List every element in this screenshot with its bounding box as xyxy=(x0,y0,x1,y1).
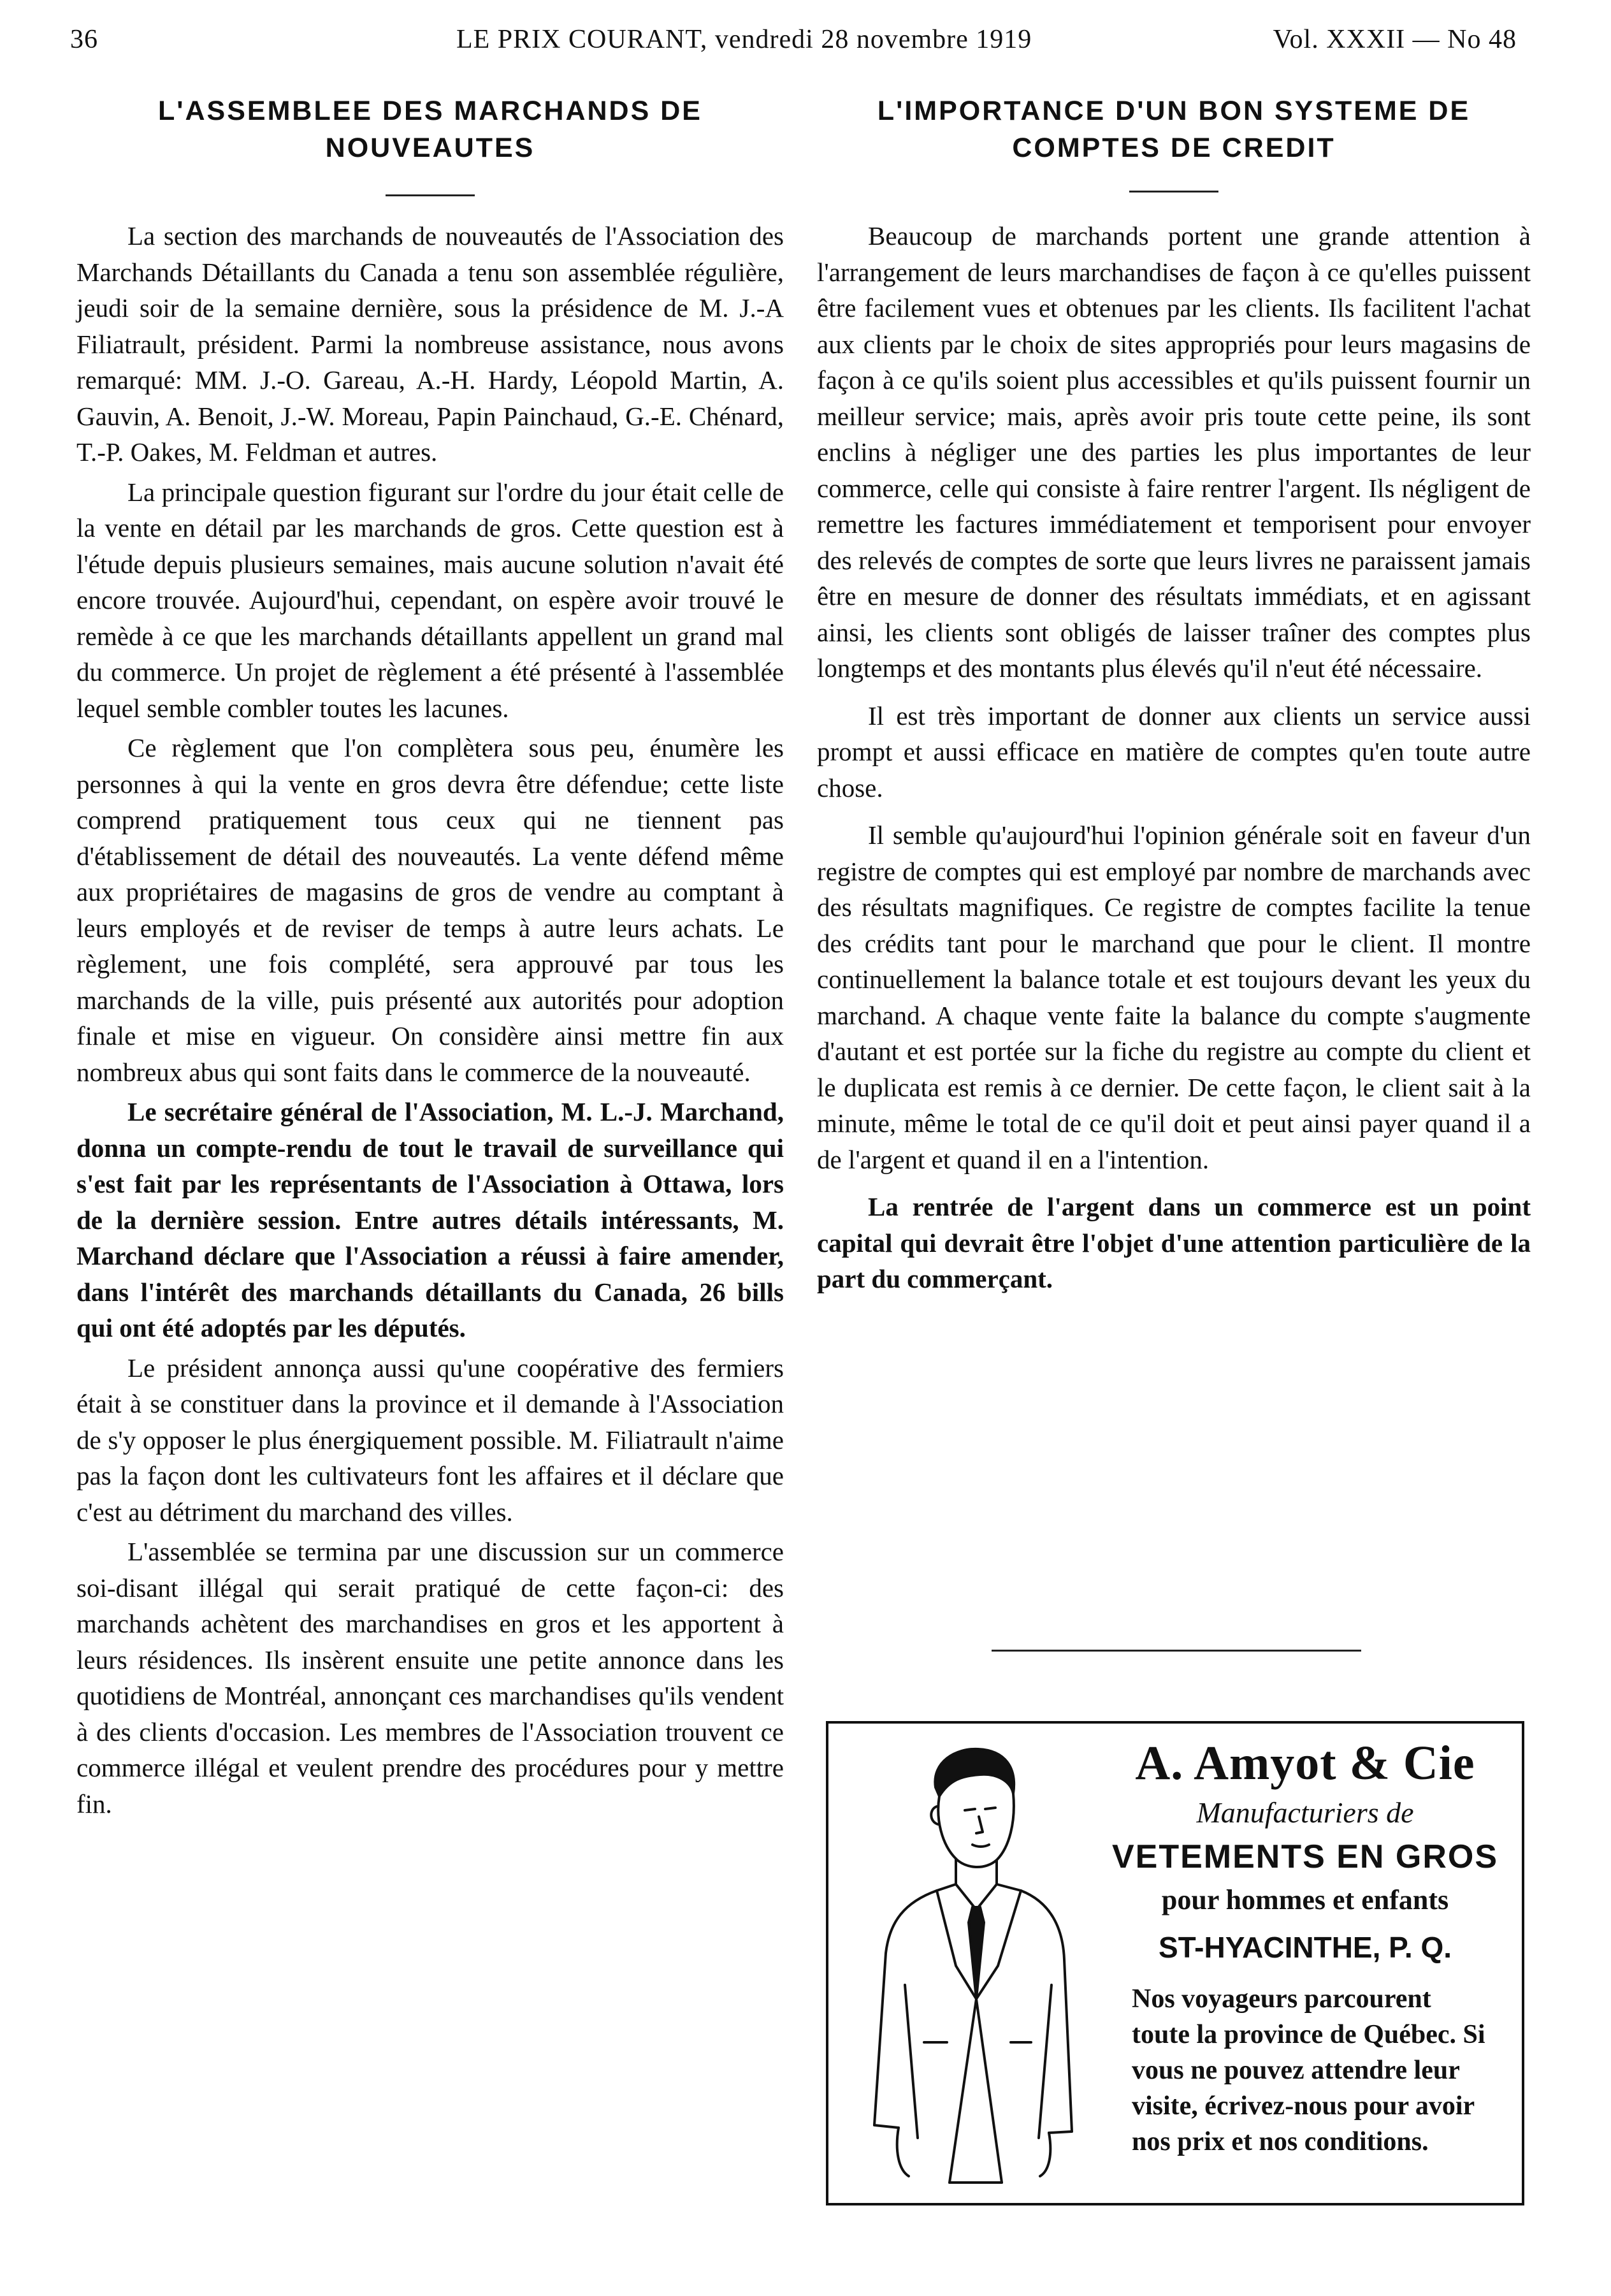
page-number: 36 xyxy=(70,25,98,54)
advertisement-text xyxy=(1109,1734,1501,2160)
paragraph: Il semble qu'aujourd'hui l'opinion générale soit en faveur d'un registre de comptes qui est employé par nombre de marchands avec des résultats magnifiques. Ce registre de comptes facilite la tenue des crédits tant pour le marchand que pour le client. Il montre continuellement la balance totale et est toujours devant les yeux du marchand. A chaque vente faite la balance du compte s'augmente d'autant et est portée sur la fiche du registre au compte du client et le duplicata est remis à ce dernier. De cette façon, le client sait à la minute, même le total de ce qu'il doit et peut ainsi payer quand il a de l'argent et quand il en a l'intention. xyxy=(817,820,1531,1174)
paragraph: Le secrétaire général de l'Association, M. L.-J. Marchand, donna un compte-rendu de tout le travail de surveillance qui s'est fait par les représentants de l'Association à Ottawa, lors de la dernière session. Entre autres détails intéressants, M. Marchand déclare que l'Association a réussi à faire amender, dans l'intérêt des marchands détaillants du Canada, 26 bills qui ont été adoptés par les députés. xyxy=(76,1097,784,1342)
left-article-title-line1: L'ASSEMBLEE DES MARCHANDS DE xyxy=(158,96,702,126)
right-article xyxy=(817,92,1531,1297)
company-subtitle: Manufacturiers de xyxy=(1196,1796,1414,1829)
title-divider xyxy=(1129,191,1218,193)
left-article-title xyxy=(76,92,784,166)
publication-title: LE PRIX COURANT, vendredi 28 novembre 1919 xyxy=(456,25,1032,54)
right-article-title-line1: L'IMPORTANCE D'UN BON SYSTEME DE xyxy=(877,96,1471,126)
title-divider xyxy=(386,194,475,196)
paragraph: La section des marchands de nouveautés de l'Association des Marchands Détaillants du Canada a tenu son assemblée régulière, jeudi soir de la semaine dernière, sous la présidence de M. J.-A Filiatrault, président. Parmi la nombreuse assistance, nous avons remarqué: MM. J.-O. Gareau, A.-H. Hardy, Léopold Martin, A. Gauvin, A. Benoit, J.-W. Moreau, Papin Painchaud, G.-E. Chénard, T.-P. Oakes, M. Feldman et autres. xyxy=(76,221,784,467)
running-header xyxy=(70,24,1517,62)
paragraph: Le président annonça aussi qu'une coopérative des fermiers était à se constituer dans la province et il demande à l'Association de s'y opposer le plus énergiquement possible. M. Filiatrault n'aime pas la façon dont les cultivateurs font les affaires et il déclare que c'est au détriment du marchand des villes. xyxy=(76,1353,784,1527)
volume-number: Vol. XXXII — No 48 xyxy=(1273,25,1517,54)
paragraph: La principale question figurant sur l'ordre du jour était celle de la vente en détail par les marchands de gros. Cette question est à l'étude depuis plusieurs semaines, mais aucune solution n'avait été encore trouvée. Aujourd'hui, cependant, on espère avoir trouvé le remède à ce que les marchands détaillants appellent un grand mal du commerce. Un projet de règlement a été présenté à l'assemblée lequel semble combler toutes les lacunes. xyxy=(76,477,784,723)
paragraph: Il est très important de donner aux clients un service aussi prompt et aussi efficace en matière de comptes qu'en toute autre chose. xyxy=(817,701,1531,803)
right-article-title xyxy=(817,92,1531,166)
advertisement-box xyxy=(826,1721,1524,2205)
company-name: A. Amyot & Cie xyxy=(1135,1736,1475,1790)
paragraph: Beaucoup de marchands portent une grande attention à l'arrangement de leurs marchandises de façon à ce qu'elles puissent être facilement vues et obtenues par les clients. Ils facilitent l'achat aux clients par le choix de sites appropriés pour leurs magasins de façon à ce qu'ils soient plus accessibles et qu'ils puissent fournir un meilleur service; mais, après avoir pris toute cette peine, ils sont enclins à négliger une des parties les plus importantes de leur commerce, celle qui consiste à faire rentrer l'argent. Ils négligent de remettre les factures immédiatement et temporisent pour envoyer des relevés de comptes de sorte que leurs livres ne paraissent jamais être en mesure de donner des résultats immédiats, et en agissant ainsi, les clients sont obligés de laisser traîner des comptes plus longtemps et des montants plus élevés qu'il n'eut été nécessaire. xyxy=(817,221,1531,683)
right-article-title-line2: COMPTES DE CREDIT xyxy=(1012,133,1336,163)
paragraph: Ce règlement que l'on complètera sous peu, énumère les personnes à qui la vente en gros devra être défendue; cette liste comprend pratiquement tous ceux qui ne tiennent pas d'établissement de détail des nouveautés. La vente défend même aux propriétaires de magasins de gros de vendre au comptant à leurs employés et de reviser de temps à autre leurs achats. Le règlement, une fois complété, sera approuvé par tous les marchands de la ville, puis présenté aux autorités pour adoption finale et mise en vigueur. On considère ainsi mettre fin aux nombreux abus qui sont faits dans le commerce de la nouveauté. xyxy=(76,733,784,1087)
paragraph: L'assemblée se termina par une discussion sur un commerce soi-disant illégal qui serait pratiqué de cette façon-ci: des marchands achètent des marchandises en gros et les apportent à leurs résidences. Ils insèrent ensuite une petite annonce dans les quotidiens de Montréal, annonçant ces marchandises qu'ils vendent à des clients d'occasion. Les membres de l'Association trouvent ce commerce illégal et veulent prendre des procédures pour y mettre fin. xyxy=(76,1537,784,1819)
left-article-title-line2: NOUVEAUTES xyxy=(325,133,535,163)
product-category: VETEMENTS EN GROS xyxy=(1111,1838,1499,1875)
paragraph: La rentrée de l'argent dans un commerce est un point capital qui devrait être l'objet d'une attention particulière de la part du commerçant. xyxy=(817,1192,1531,1293)
advertisement-body: Nos voyageurs parcourent toute la province de Québec. Si vous ne pouvez attendre leur visite, écrivez-nous pour avoir nos prix et nos conditions. xyxy=(1132,1984,1485,2156)
left-article xyxy=(76,92,784,1822)
company-city: ST-HYACINTHE, P. Q. xyxy=(1158,1931,1452,1964)
section-separator xyxy=(992,1650,1361,1652)
product-audience: pour hommes et enfants xyxy=(1161,1884,1449,1915)
gentleman-illustration-icon xyxy=(860,1743,1077,2189)
